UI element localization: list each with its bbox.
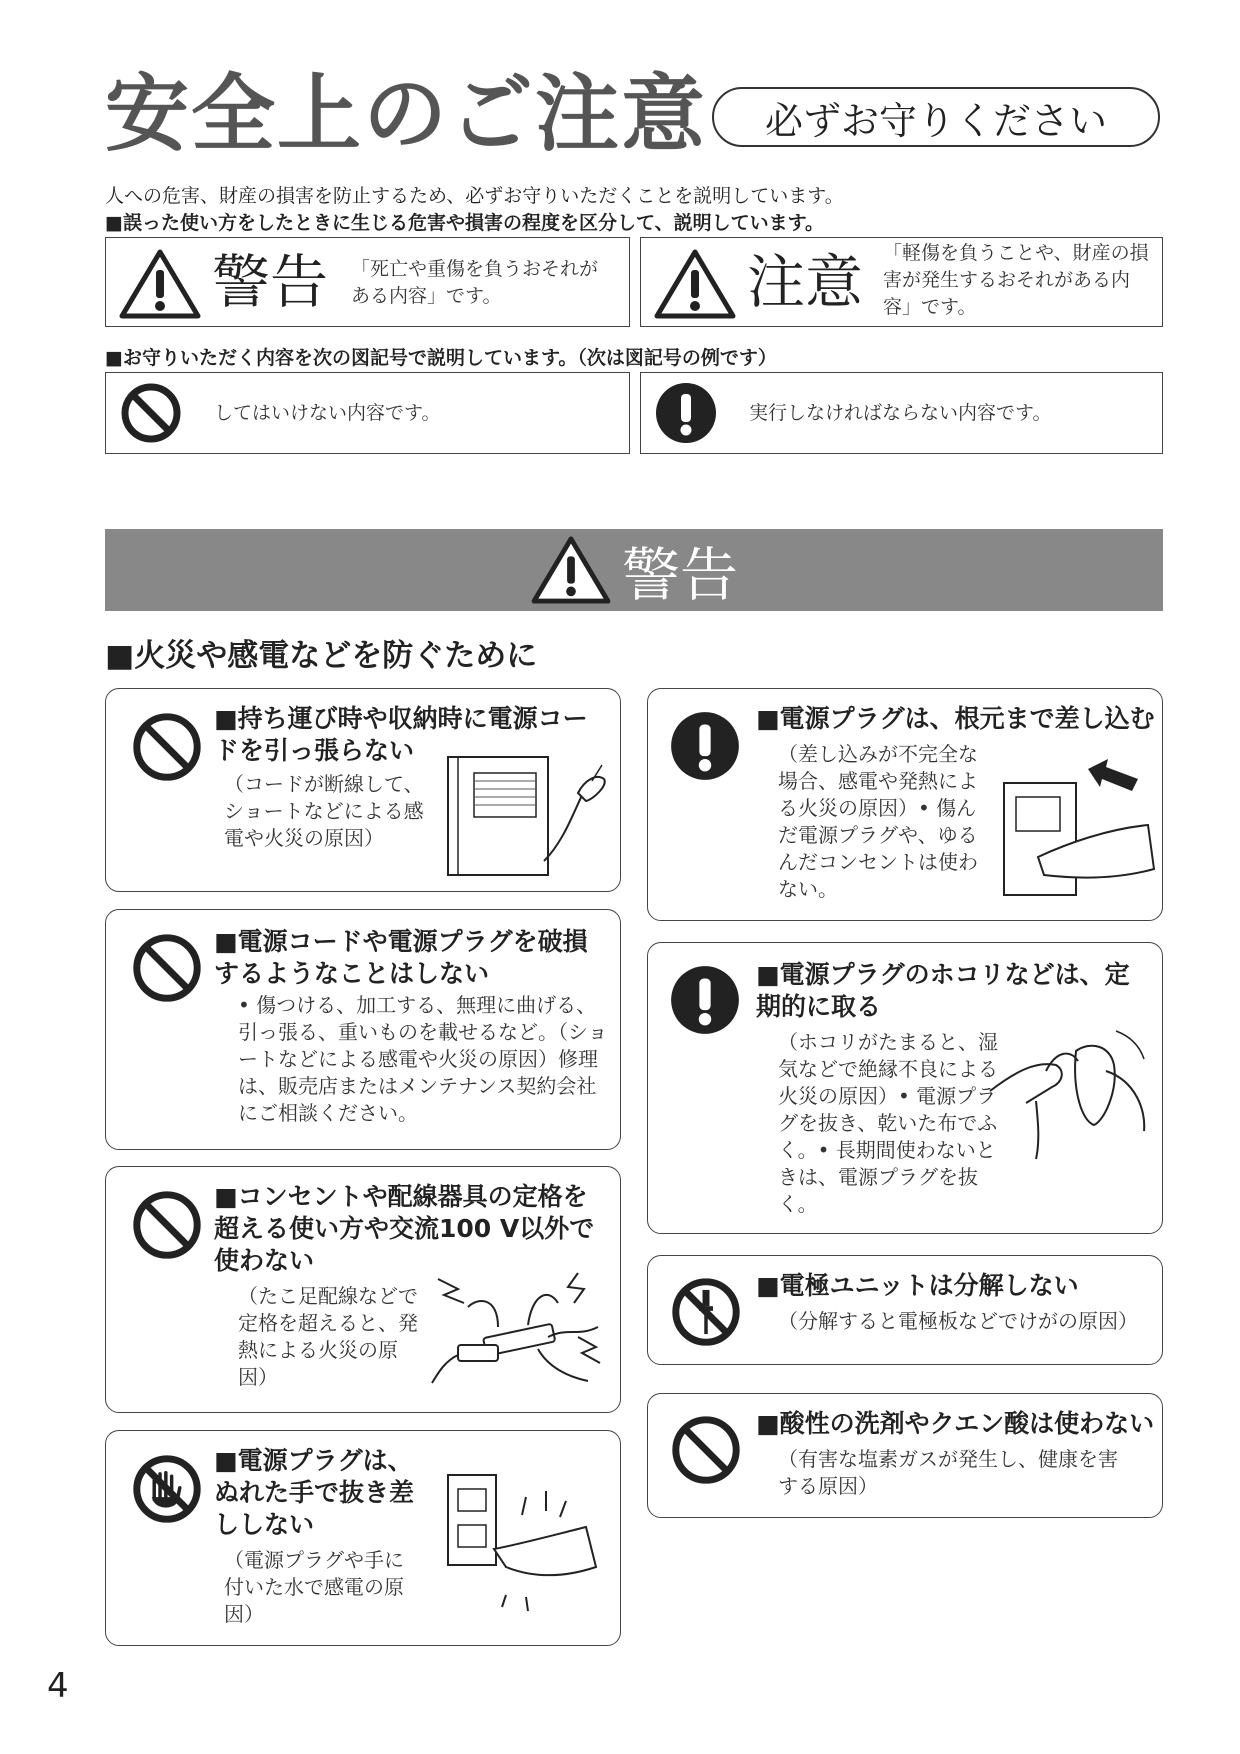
card-cord-damage: [105, 909, 621, 1150]
warning-word: 警告: [212, 248, 329, 316]
no-wet-hands-icon: [131, 1453, 203, 1525]
section-title: ■火災や感電などを防ぐために: [105, 638, 538, 674]
prohibit-icon: [670, 1414, 742, 1486]
card-outlet-rating: [105, 1166, 621, 1413]
warning-description: 「死亡や重傷を負うおそれがある内容」です。: [351, 258, 599, 307]
card-title: ■電源プラグは、根元まで差し込む: [756, 704, 1155, 733]
card-body: （コードが断線して、ショートなどによる感電や火災の原因）: [224, 772, 424, 850]
prohibit-symbol-box: [105, 372, 630, 454]
wiping-plug-illustration: [986, 1021, 1156, 1161]
card-body: （分解すると電極板などでけがの原因）: [778, 1309, 1138, 1333]
caution-triangle-icon: [653, 248, 737, 320]
mandatory-description: 実行しなければならない内容です。: [749, 402, 1052, 424]
card-plug-dust: [647, 942, 1163, 1234]
mandatory-symbol-box: [640, 372, 1163, 454]
card-title: ■電極ユニットは分解しない: [756, 1271, 1079, 1300]
card-body: （ホコリがたまると、湿気などで絶縁不良による火災の原因）• 電源プラグを抜き、乾いた布でふく。• 長期間使わないときは、電源プラグを抜く。: [778, 1030, 998, 1216]
card-title: ■酸性の洗剤やクエン酸は使わない: [756, 1409, 1155, 1438]
page-title: 安全上のご注意: [105, 65, 708, 163]
warning-band-icon: [530, 535, 612, 605]
card-body: （たこ足配線などで定格を超えると、発熱による火災の原因）: [238, 1284, 418, 1389]
prohibit-description: してはいけない内容です。: [214, 402, 441, 424]
wet-hand-plug-illustration: [436, 1467, 606, 1627]
symbol-note: ■お守りいただく内容を次の図記号で説明しています。（次は図記号の例です）: [105, 347, 777, 369]
card-cord-pull: [105, 688, 621, 892]
plug-insert-illustration: [998, 739, 1158, 899]
prohibit-icon: [131, 932, 203, 1004]
page-number: 4: [47, 1666, 69, 1706]
mandatory-icon: [670, 711, 740, 781]
card-body: • 傷つける、加工する、無理に曲げる、引っ張る、重いものを載せるなど。（ショートなどによる感電や火災の原因）修理は、販売店またはメンテナンス契約会社にご相談ください。: [238, 993, 608, 1125]
prohibit-icon: [120, 382, 182, 444]
dehumidifier-cord-illustration: [444, 751, 614, 881]
prohibit-icon: [131, 711, 203, 783]
intro-text: 人への危害、財産の損害を防止するため、必ずお守りいただくことを説明しています。: [105, 185, 844, 207]
card-body: （電源プラグや手に付いた水で感電の原因）: [224, 1548, 404, 1626]
card-electrode-unit: [647, 1255, 1163, 1365]
prohibit-icon: [131, 1189, 203, 1261]
card-wet-hands: [105, 1430, 621, 1646]
card-body: （差し込みが不完全な場合、感電や発熱による火災の原因）• 傷んだ電源プラグや、ゆるんだコンセントは使わない。: [778, 742, 978, 901]
warning-triangle-icon: [118, 248, 202, 320]
caution-description: 「軽傷を負うことや、財産の損害が発生するおそれがある内容」です。: [883, 242, 1149, 318]
must-follow-badge: 必ずお守りください: [712, 87, 1160, 147]
classification-note: ■誤った使い方をしたときに生じる危害や損害の程度を区分して、説明しています。: [105, 212, 825, 234]
card-acid-detergent: [647, 1393, 1163, 1518]
mandatory-icon: [670, 965, 740, 1035]
card-title: ■コンセントや配線器具の定格を超える使い方や交流100 V以外で使わない: [214, 1182, 595, 1275]
card-plug-insert: [647, 688, 1163, 921]
no-disassembly-icon: [670, 1276, 742, 1348]
card-title: ■電源プラグは、ぬれた手で抜き差ししない: [214, 1446, 415, 1539]
caution-word: 注意: [747, 248, 864, 316]
warning-band: [105, 529, 1163, 611]
warning-band-label: 警告: [621, 541, 738, 609]
octopus-wiring-illustration: [428, 1267, 608, 1387]
card-title: ■持ち運び時や収納時に電源コードを引っ張らない: [214, 704, 588, 765]
card-title: ■電源プラグのホコリなどは、定期的に取る: [756, 960, 1130, 1021]
mandatory-icon: [655, 382, 717, 444]
card-title: ■電源コードや電源プラグを破損するようなことはしない: [214, 927, 588, 988]
card-body: （有害な塩素ガスが発生し、健康を害する原因）: [778, 1447, 1118, 1498]
warning-level-box: [105, 237, 630, 327]
caution-level-box: [640, 237, 1163, 327]
